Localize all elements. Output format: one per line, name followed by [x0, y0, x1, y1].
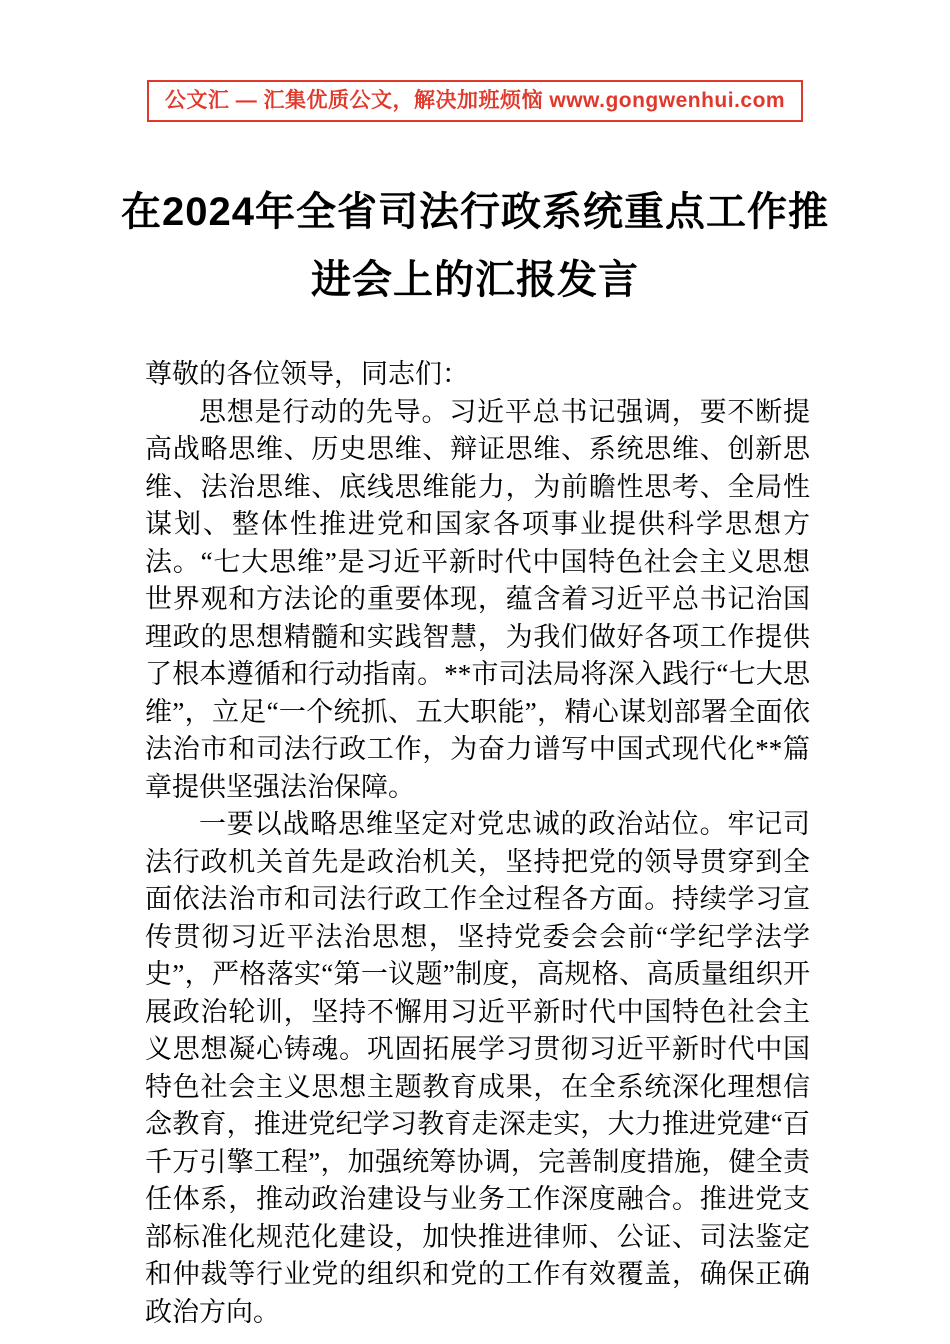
paragraph-1: 思想是行动的先导。习近平总书记强调，要不断提高战略思维、历史思维、辩证思维、系统思维、创新思维、法治思维、底线思维能力，为前瞻性思考、全局性谋划、整体性推进党和国家各项事业提供科学思想方法。“七大思维”是习近平新时代中国特色社会主义思想世界观和方法论的重要体现，蕴含着习近平总书记治国理政的思想精髓和实践智慧，为我们做好各项工作提供了根本遵循和行动指南。**市司法局将深入践行“七大思维”，立足“一个统抓、五大职能”，精心谋划部署全面依法治市和司法行政工作，为奋力谱写中国式现代化**篇章提供坚强法治保障。 — [145, 396, 810, 802]
site-banner — [147, 80, 803, 122]
paragraph-2: 一要以战略思维坚定对党忠诚的政治站位。牢记司法行政机关首先是政治机关，坚持把党的领导贯穿到全面依法治市和司法行政工作全过程各方面。持续学习宣传贯彻习近平法治思想，坚持党委会会前“学纪学法学史”，严格落实“第一议题”制度，高规格、高质量组织开展政治轮训，坚持不懈用习近平新时代中国特色社会主义思想凝心铸魂。巩固拓展学习贯彻习近平新时代中国特色社会主义思想主题教育成果，在全系统深化理想信念教育，推进党纪学习教育走深走实，大力推进党建“百千万引擎工程”，加强统筹协调，完善制度措施，健全责任体系，推动政治建设与业务工作深度融合。推进党支部标准化规范化建设，加快推进律师、公证、司法鉴定和仲裁等行业党的组织和党的工作有效覆盖，确保正确政治方向。 — [145, 809, 810, 1327]
document-title: 在2024年全省司法行政系统重点工作推进会上的汇报发言 — [121, 190, 829, 302]
salutation: 尊敬的各位领导，同志们： — [145, 359, 469, 389]
site-banner-text: 公文汇 — 汇集优质公文，解决加班烦恼 www.gongwenhui.com — [164, 89, 786, 112]
document-body — [145, 356, 810, 1331]
